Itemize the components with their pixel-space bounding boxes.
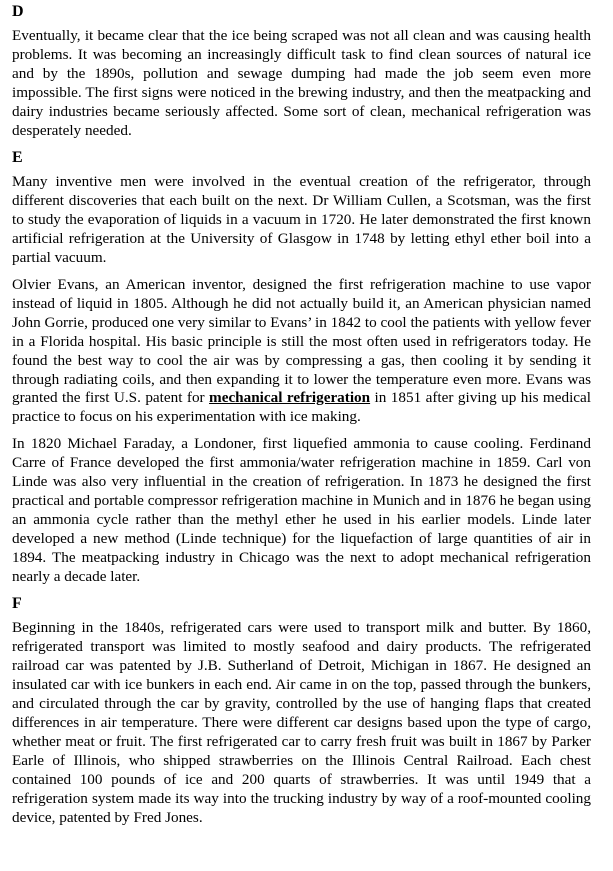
paragraph: Beginning in the 1840s, refrigerated cars were used to transport milk and butter. By 1860, refrigerated transport was limited to mostly seafood and dairy products. The refrigerated railroad car was patented by J.B. Sutherland of Detroit, Michigan in 1867. He designed an insulated car with ice bunkers in each end. Air came in on the top, passed through the bunkers, and circulated through the car by gravity, controlled by the use of hanging flaps that created differences in air temperature. There were different car designs based upon the type of cargo, whether meat or fruit. The first refrigerated car to carry fresh fruit was built in 1867 by Parker Earle of Illinois, who shipped strawberries on the Illinois Central Railroad. Each chest contained 100 pounds of ice and 200 quarts of strawberries. It was until 1949 that a refrigeration system made its way into the trucking industry by way of a roof-mounted cooling device, patented by Fred Jones. — [12, 619, 591, 826]
section-heading: F — [12, 595, 22, 613]
paragraph: Eventually, it became clear that the ice being scraped was not all clean and was causing health problems. It was becoming an increasingly difficult task to find clean sources of natural ice and by the 1890s, pollution and sewage dumping had made the job seem even more impossible. The first signs were noticed in the brewing industry, and then the meatpacking and dairy industries became seriously affected. Some sort of clean, mechanical refrigeration was desperately needed. — [12, 27, 591, 139]
paragraph-text-after: in 1851 after giving up his medical practice to focus on his experimentation with ice making. — [12, 389, 592, 426]
section-f — [12, 594, 591, 827]
section-e — [12, 148, 591, 586]
highlighted-term: mechanical refrigeration — [209, 389, 371, 407]
paragraph-text-before: Olvier Evans, an American inventor, designed the first refrigeration machine to use vapor instead of liquid in 1805. Although he did not actually build it, an American physician named John Gorrie, produced one very similar to Evans’ in 1842 to cool the patients with yellow fever in a Florida hospital. His basic principle is still the most often used in refrigerators today. He found the best way to cool the air was by compressing a gas, then cooling it by sending it through radiating coils, and then expanding it to lower the temperature even more. Evans was granted the first U.S. patent for — [12, 275, 591, 407]
section-d — [12, 2, 591, 140]
paragraph-evans — [12, 276, 591, 427]
paragraph: Many inventive men were involved in the eventual creation of the refrigerator, through different discoveries that each built on the next. Dr William Cullen, a Scotsman, was the first to study the evaporation of liquids in a vacuum in 1720. He later demonstrated the first known artificial refrigeration at the University of Glasgow in 1748 by letting ethyl ether boil into a partial vacuum. — [12, 173, 591, 267]
paragraph: In 1820 Michael Faraday, a Londoner, first liquefied ammonia to cause cooling. Ferdinand Carre of France developed the first ammonia/water refrigeration machine in 1859. Carl von Linde was also very influential in the creation of refrigeration. In 1873 he designed the first practical and portable compressor refrigeration machine in Munich and in 1876 he began using an ammonia cycle rather than the methyl ether he used in his earlier models. Linde later developed a new method (Linde technique) for the liquefaction of large quantities of air in 1894. The meatpacking industry in Chicago was the next to adopt mechanical refrigeration nearly a decade later. — [12, 435, 591, 585]
section-heading: E — [12, 149, 23, 167]
section-heading: D — [12, 3, 24, 20]
